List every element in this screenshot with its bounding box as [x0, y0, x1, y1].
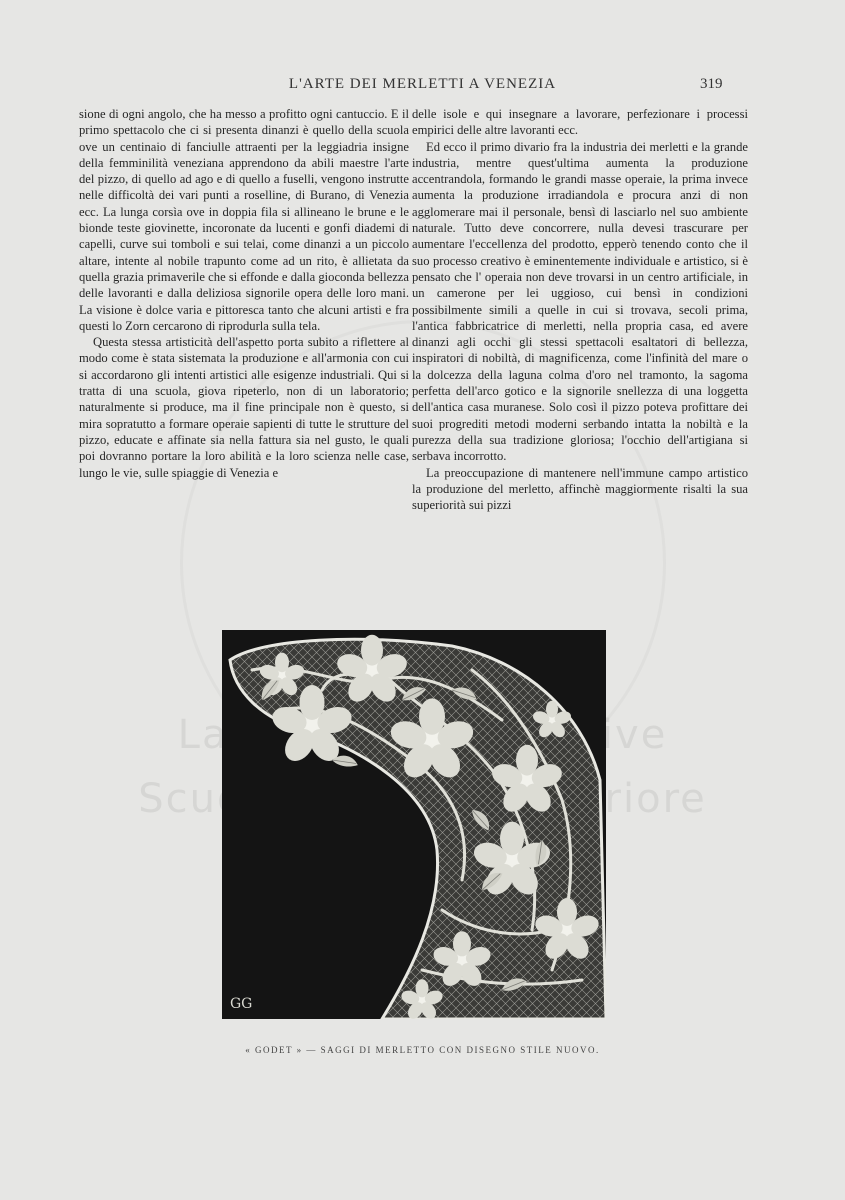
- lace-collar-illustration: [222, 630, 606, 1019]
- right-paragraph-2: Ed ecco il primo divario fra la industria dei merletti e la grande industria, mentre quest'ultima aumenta la produzione accentrandola, formando le grandi masse operaie, la prima invece aumenta la produzione irradiandola e procura anzi di non agglomerare mai il personale, bensì di lasciarlo nel suo ambiente naturale. Tutto deve concorrere, nulla devesi trascurare per aumentare l'eccellenza del prodotto, epperò tenendo conto che il suo processo creativo è eminentemente individuale e artistico, si è pensato che l' operaia non deve trovarsi in un centro artificiale, in un camerone per lei uggioso, cui bensì in condizioni possibilmente simili a quelle in cui si trovava, secoli prima, l'antica fabbricatrice di merletti, nella propria casa, ed avere dinanzi agli occhi gli stessi spettacoli esaltatori di bellezza, inspiratori di nobiltà, di magnificenza, come l'infinità del mare o la dolcezza della laguna colma d'oro nel tramonto, la sagoma perfetta dell'arco gotico e la signorile snellezza di una loggetta dell'antica casa muranese. Solo così il pizzo poteva profittare dei suoi progrediti metodi moderni serbando intatta la nobiltà e la purezza della sua tradizione gloriosa; l'occhio dell'artigiana si serbava incorrotto.: [412, 139, 748, 464]
- watermark-line-2: Scuola: [138, 776, 284, 822]
- page-number: 319: [700, 76, 723, 92]
- left-paragraph-1: sione di ogni angolo, che ha messo a profitto ogni cantuccio. E il primo spettacolo che ci si presenta dinanzi è quello della scuola ove un centinaio di fanciulle attraenti per la leggiadria insigne della femminilità veneziana apprendono da abili maestre l'arte del pizzo, di quello ad ago e di quello a fuselli, vengono instrutte nelle difficoltà dei vari punti a roselline, di Burano, di Venezia ecc. La lunga corsìa ove in doppia fila si allineano le brune e le bionde teste giovinette, incoronate da lucenti e gonfi diademi di capelli, curve sui tomboli e sui telai, come dinanzi a un piccolo altare, intente al nobile trapunto come ad un rito, è allietata da quella grazia primaverile che si effonde e dalla gioconda bellezza delle lavoranti e dalla deliziosa signorile opera delle loro mani. La visione è dolce varia e pittoresca tanto che alcuni artisti e fra questi lo Zorn cercarono di riprodurla sulla tela.: [79, 107, 409, 333]
- right-paragraph-1: delle isole e qui insegnare a lavorare, perfezionare i processi empirici delle altre lavoranti ecc.: [412, 107, 748, 138]
- right-column: [412, 106, 748, 513]
- running-title: L'ARTE DEI MERLETTI A VENEZIA: [288, 76, 557, 92]
- monogram: GG: [230, 996, 253, 1012]
- figure-caption: « GODET » — SAGGI DI MERLETTO CON DISEGNO STILE NUOVO.: [245, 1045, 600, 1055]
- right-paragraph-3: La preoccupazione di mantenere nell'immune campo artistico la produzione del merletto, affinchè maggiormente risalti la sua superiorità sui pizzi: [412, 465, 748, 513]
- lace-photograph: [222, 630, 606, 1019]
- left-paragraph-2: Questa stessa artisticità dell'aspetto porta subito a riflettere al modo come è stata sistemata la produzione e all'armonia con cui si accordarono gli intenti artistici alle esigenze industriali. Qui si tratta di una scuola, giova ripeterlo, non di un laboratorio; naturalmente si produce, ma il fine principale non è questo, si mira sopratutto a formare operaie sapienti di tutte le strutture del pizzo, educate e affinate sia nella fattura sia nel gusto, le quali poi dovranno portare la loro abilità e la loro scienza nelle case, lungo le vie, sulle spiaggie di Venezia e: [79, 335, 409, 480]
- left-column: [79, 106, 409, 481]
